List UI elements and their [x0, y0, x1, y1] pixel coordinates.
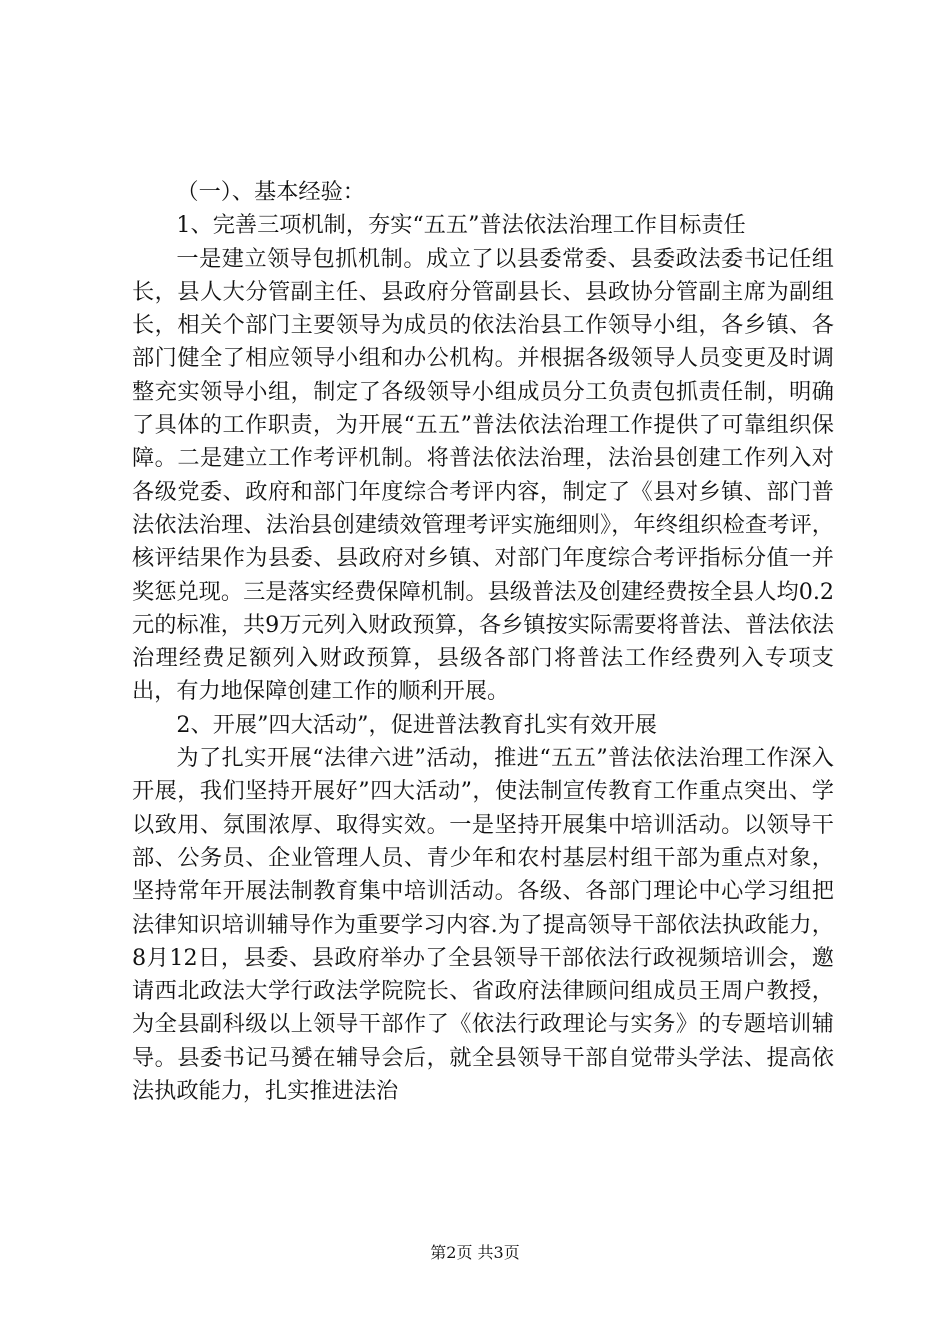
section-heading: （一）、基本经验：: [176, 179, 365, 205]
page-footer: [0, 1243, 950, 1263]
item2-title: 2、开展”四大活动”，促进普法教育扎实有效开展: [176, 711, 657, 738]
document-body: [132, 176, 834, 1108]
item2-body: 为了扎实开展“法律六进”活动，推进“五五”普法依法治理工作深入开展，我们坚持开展好”四大活动”，使法制宣传教育工作重点突出、学以致用、氛围浓厚、取得实效。一是坚持开展集中培训活动。以领导干部、公务员、企业管理人员、青少年和农村基层村组干部为重点对象，坚持常年开展法制教育集中培训活动。各级、各部门理论中心学习组把法律知识培训辅导作为重要学习内容.为了提高领导干部依法执政能力，8月12日，县委、县政府举办了全县领导干部依法行政视频培训会，邀请西北政法大学行政法学院院长、省政府法律顾问组成员王周户教授，为全县副科级以上领导干部作了《依法行政理论与实务》的专题培训辅导。县委书记马赟在辅导会后，就全县领导干部自觉带头学法、提高依法执政能力，扎实推进法治: [132, 745, 834, 1105]
item1-title: 1、完善三项机制，夯实“五五”普法依法治理工作目标责任: [176, 212, 746, 239]
page-number-label: 第2页 共3页: [430, 1243, 520, 1262]
item1-body: 一是建立领导包抓机制。成立了以县委常委、县委政法委书记任组长，县人大分管副主任、县政府分管副县长、县政协分管副主席为副组长，相关个部门主要领导为成员的依法治县工作领导小组，各乡镇、各部门健全了相应领导小组和办公机构。并根据各级领导人员变更及时调整充实领导小组，制定了各级领导小组成员分工负责包抓责任制，明确了具体的工作职责，为开展“五五”普法依法治理工作提供了可靠组织保障。二是建立工作考评机制。将普法依法治理，法治县创建工作列入对各级党委、政府和部门年度综合考评内容，制定了《县对乡镇、部门普法依法治理、法治县创建绩效管理考评实施细则》，年终组织检查考评，核评结果作为县委、县政府对乡镇、对部门年度综合考评指标分值一并奖惩兑现。三是落实经费保障机制。县级普法及创建经费按全县人均0.2元的标准，共9万元列入财政预算，各乡镇按实际需要将普法、普法依法治理经费足额列入财政预算，县级各部门将普法工作经费列入专项支出，有力地保障创建工作的顺利开展。: [132, 245, 834, 705]
